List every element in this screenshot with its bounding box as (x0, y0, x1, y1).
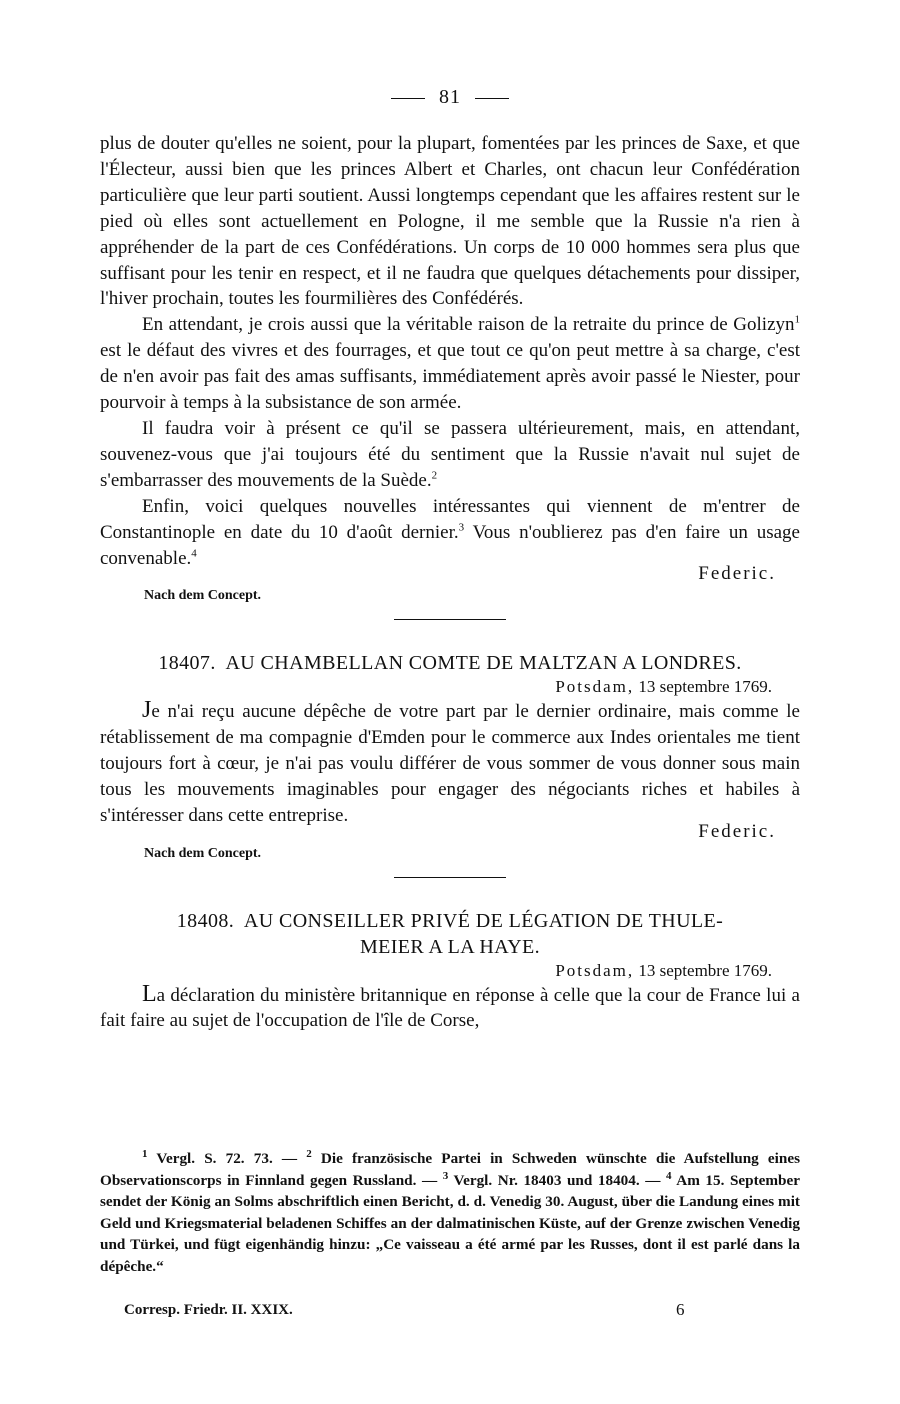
paragraph: La déclaration du ministère britannique en réponse à celle que la cour de France lui a fait faire au sujet de l'occupation de l'île de Corse, (100, 980, 800, 1032)
paragraph: plus de douter qu'elles ne soient, pour la plupart, fomentées par les princes de Saxe, et que l'Électeur, aussi bien que les princes Albert et Charles, ont chacun leur Confédération particulière que leur parti soutient. Aussi longtemps cependant que les affaires restent sur le pied où elles sont actuellement en Pologne, il me semble que la Russie n'a rien à appréhender de la part de ces Confédérations. Un corps de 10 000 hommes sera plus que suffisant pour les tenir en respect, et il ne faudra que quelques détachements pour dissiper, l'hiver prochain, toutes les fourmilières des Confédérés. (100, 133, 800, 310)
date-line: Potsdam, 13 septembre 1769. (555, 677, 772, 697)
footnote-ref: 1 (794, 314, 800, 327)
signature-mark: 6 (676, 1300, 685, 1319)
footnote-ref: 2 (431, 469, 438, 482)
header-dash-left (391, 98, 425, 99)
document-heading: 18407. AU CHAMBELLAN COMTE DE MALTZAN A LONDRES. (158, 652, 742, 675)
main-text (100, 131, 800, 1034)
footnote: $^1$ Vergl. S. 72. 73. — $^2$ Die französische Partei in Schweden wünschte die Aufstellung eines Observationscorps in Finnland gegen Russland. — $^3$ Vergl. Nr. 18403 und 18404. — $^4$ Am 15. September sendet der König an Solms abschriftlich einen Bericht, d. d. Venedig 30. August, über die Landung eines mit Geld und Kriegsmaterial beladenen Schiffes an der dalmatinischen Küste, auf der Grenze zwischen Venedig und Türkei, und fügt eigenhändig hinzu: „Ce vaisseau a été armé par les Russes, dont il est parlé dans la dépêche.“ (100, 1147, 800, 1275)
header-dash-right (475, 98, 509, 99)
paragraph: Il faudra voir à présent ce qu'il se passera ultérieurement, mais, en attendant, souvenez-vous que j'ai toujours été du sentiment que la Russie n'avait nul sujet de s'embarrasser des mouvements de la Suède.$^2$ (100, 417, 800, 491)
initial-letter: J (142, 697, 152, 724)
date-line: Potsdam, 13 septembre 1769. (555, 960, 772, 980)
footnotes (100, 1148, 800, 1278)
footnote-ref: 3 (458, 521, 465, 534)
page-number: 81 (439, 86, 461, 108)
page-header (0, 86, 900, 109)
document-heading: 18408. AU CONSEILLER PRIVÉ DE LÉGATION DE THULE- MEIER A LA HAYE. (176, 909, 724, 958)
paragraph: En attendant, je crois aussi que la véritable raison de la retraite du prince de Golizyn$^1$ est le défaut des vivres et des fourrages, et que tout ce qu'on peut mettre à sa charge, c'est de n'en avoir pas fait des amas suffisants, immédiatement après avoir passé le Niester, pour pourvoir à temps à la subsistance de son armée. (100, 314, 800, 414)
paragraph: Enfin, voici quelques nouvelles intéressantes qui viennent de m'entrer de Constantinople en date du 10 d'août dernier.$^3$ Vous n'oublierez pas d'en faire un usage convenable.$^4$ (100, 495, 800, 569)
signature: Federic. (698, 820, 776, 842)
source-note: Nach dem Concept. (144, 845, 262, 861)
collection-reference: Corresp. Friedr. II. XXIX. (124, 1302, 293, 1318)
paragraph: Je n'ai reçu aucune dépêche de votre part par le dernier ordinaire, mais comme le rétablissement de ma compagnie d'Emden pour le commerce aux Indes orientales me tient toujours fort à cœur, je n'ai pas voulu différer de vous sommer de vous donner sous main tous les mouvements imaginables pour engager des négociants riches et habiles à s'intéresser dans cette entreprise. (100, 697, 800, 826)
signature: Federic. (698, 563, 776, 585)
footnote-ref: 4 (191, 547, 197, 560)
initial-letter: L (142, 980, 157, 1007)
source-note: Nach dem Concept. (144, 588, 262, 604)
